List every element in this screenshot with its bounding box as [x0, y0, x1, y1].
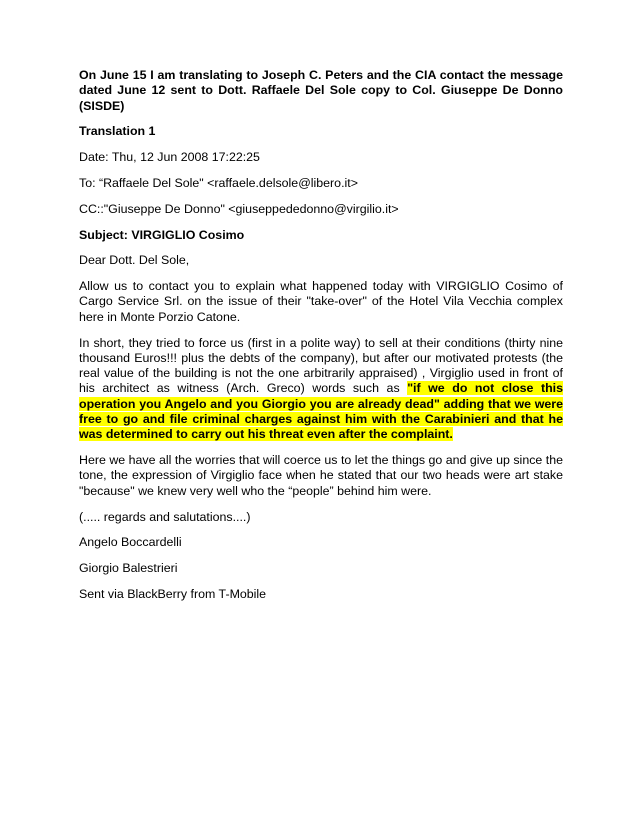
- sent-via: Sent via BlackBerry from T-Mobile: [79, 586, 267, 601]
- email-paragraph-1: Allow us to contact you to explain what happened today with VIRGIGLIO Cosimo of Cargo Service Srl. on the issue of their "take-over" of the Hotel Vila Vecchia complex here in Monte Porzio Catone.: [79, 279, 563, 324]
- email-paragraph-2: [79, 336, 563, 443]
- document-page: [79, 68, 563, 613]
- email-cc: CC::"Giuseppe De Donno" <giuseppededonno@virgilio.it>: [79, 201, 399, 216]
- signer-2: Giorgio Balestrieri: [79, 561, 178, 576]
- email-date: Date: Thu, 12 Jun 2008 17:22:25: [79, 150, 260, 165]
- email-paragraph-3: Here we have all the worries that will coerce us to let the things go and give up since the tone, the expression of Virgiglio face when he stated that our two heads were art stake "because" we knew very well who the “people” behind him were.: [79, 453, 563, 498]
- translation-heading: Translation 1: [79, 124, 156, 139]
- intro-paragraph: On June 15 I am translating to Joseph C. Peters and the CIA contact the message dated June 12 sent to Dott. Raffaele Del Sole copy to Col. Giuseppe De Donno (SISDE): [79, 68, 563, 113]
- email-to: To: “Raffaele Del Sole" <raffaele.delsole@libero.it>: [79, 175, 358, 190]
- email-regards: (..... regards and salutations....): [79, 509, 251, 524]
- highlighted-threat-quote: "if we do not close this operation you Angelo and you Giorgio you are already dead" adding that we were free to go and file criminal charges against him with the Carabinieri and that he was determined to carry out his threat even after the complaint.: [79, 381, 563, 442]
- email-subject: Subject: VIRGIGLIO Cosimo: [79, 227, 245, 242]
- email-greeting: Dear Dott. Del Sole,: [79, 253, 190, 268]
- paragraph-2-text: In short, they tried to force us (first in a polite way) to sell at their conditions (thirty nine thousand Euros!!! plus the debts of the company), but after our motivated protests (the real value of the building is not the one arbitrarily appraised) , Virgiglio used in front of his architect as witness (Arch. Greco) words such as: [79, 335, 563, 396]
- signer-1: Angelo Boccardelli: [79, 535, 182, 550]
